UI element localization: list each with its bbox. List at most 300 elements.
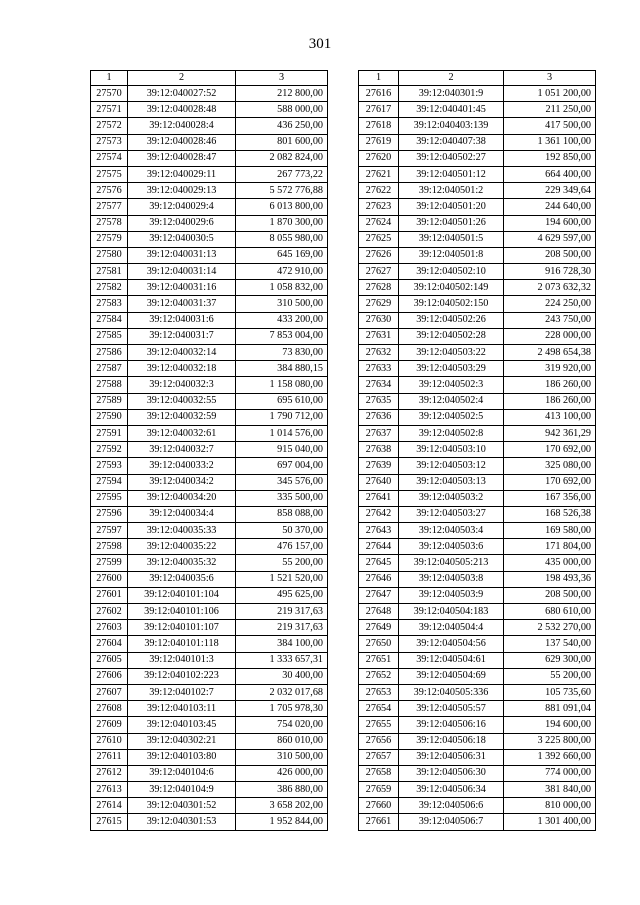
row-number-cell: 27612 xyxy=(91,765,128,781)
table-row xyxy=(359,86,596,102)
amount-cell: 435 000,00 xyxy=(504,555,596,571)
row-number-cell: 27614 xyxy=(91,798,128,814)
table-row xyxy=(359,782,596,798)
amount-cell: 7 853 004,00 xyxy=(236,328,328,344)
table-row xyxy=(359,571,596,587)
row-number-cell: 27585 xyxy=(91,328,128,344)
cadastral-number-cell: 39:12:040506:31 xyxy=(399,749,504,765)
cadastral-number-cell: 39:12:040301:9 xyxy=(399,86,504,102)
row-number-cell: 27626 xyxy=(359,247,399,263)
table-row xyxy=(359,199,596,215)
amount-cell: 310 500,00 xyxy=(236,296,328,312)
row-number-cell: 27657 xyxy=(359,749,399,765)
amount-cell: 1 333 657,31 xyxy=(236,652,328,668)
table-row xyxy=(91,668,328,684)
row-number-cell: 27634 xyxy=(359,377,399,393)
cadastral-number-cell: 39:12:040301:52 xyxy=(128,798,236,814)
table-row xyxy=(91,765,328,781)
row-number-cell: 27633 xyxy=(359,361,399,377)
table-row xyxy=(91,717,328,733)
cadastral-number-cell: 39:12:040031:7 xyxy=(128,328,236,344)
row-number-cell: 27636 xyxy=(359,409,399,425)
table-row xyxy=(359,409,596,425)
row-number-cell: 27637 xyxy=(359,425,399,441)
row-number-cell: 27610 xyxy=(91,733,128,749)
cadastral-number-cell: 39:12:040503:29 xyxy=(399,361,504,377)
cadastral-number-cell: 39:12:040032:55 xyxy=(128,393,236,409)
cadastral-number-cell: 39:12:040403:139 xyxy=(399,118,504,134)
cadastral-number-cell: 39:12:040504:183 xyxy=(399,604,504,620)
cadastral-number-cell: 39:12:040502:28 xyxy=(399,328,504,344)
row-number-cell: 27595 xyxy=(91,490,128,506)
amount-cell: 2 498 654,38 xyxy=(504,345,596,361)
table-row xyxy=(359,166,596,182)
amount-cell: 186 260,00 xyxy=(504,377,596,393)
table-row xyxy=(91,166,328,182)
table-row xyxy=(359,458,596,474)
row-number-cell: 27584 xyxy=(91,312,128,328)
cadastral-number-cell: 39:12:040034:4 xyxy=(128,506,236,522)
cadastral-number-cell: 39:12:040401:45 xyxy=(399,102,504,118)
row-number-cell: 27594 xyxy=(91,474,128,490)
amount-cell: 1 051 200,00 xyxy=(504,86,596,102)
amount-cell: 194 600,00 xyxy=(504,215,596,231)
table-row xyxy=(91,393,328,409)
amount-cell: 664 400,00 xyxy=(504,166,596,182)
table-row xyxy=(91,474,328,490)
table-row xyxy=(359,280,596,296)
table-row xyxy=(359,102,596,118)
amount-cell: 55 200,00 xyxy=(236,555,328,571)
amount-cell: 267 773,22 xyxy=(236,166,328,182)
amount-cell: 1 521 520,00 xyxy=(236,571,328,587)
table-row xyxy=(91,814,328,830)
amount-cell: 1 392 660,00 xyxy=(504,749,596,765)
amount-cell: 170 692,00 xyxy=(504,442,596,458)
row-number-cell: 27639 xyxy=(359,458,399,474)
amount-cell: 50 370,00 xyxy=(236,523,328,539)
table-row xyxy=(91,134,328,150)
table-row xyxy=(91,636,328,652)
amount-cell: 386 880,00 xyxy=(236,782,328,798)
amount-cell: 244 640,00 xyxy=(504,199,596,215)
row-number-cell: 27648 xyxy=(359,604,399,620)
table-row xyxy=(359,733,596,749)
table-row xyxy=(91,620,328,636)
amount-cell: 3 225 800,00 xyxy=(504,733,596,749)
row-number-cell: 27592 xyxy=(91,442,128,458)
amount-cell: 169 580,00 xyxy=(504,523,596,539)
table-row xyxy=(359,215,596,231)
cadastral-number-cell: 39:12:040101:104 xyxy=(128,587,236,603)
table-row xyxy=(91,684,328,700)
amount-cell: 774 000,00 xyxy=(504,765,596,781)
amount-cell: 186 260,00 xyxy=(504,393,596,409)
amount-cell: 105 735,60 xyxy=(504,684,596,700)
table-row xyxy=(359,312,596,328)
row-number-cell: 27611 xyxy=(91,749,128,765)
cadastral-number-cell: 39:12:040501:12 xyxy=(399,166,504,182)
table-row xyxy=(359,296,596,312)
row-number-cell: 27644 xyxy=(359,539,399,555)
column-header: 3 xyxy=(504,71,596,86)
cadastral-number-cell: 39:12:040028:46 xyxy=(128,134,236,150)
amount-cell: 810 000,00 xyxy=(504,798,596,814)
table-row xyxy=(359,393,596,409)
table-row xyxy=(91,377,328,393)
amount-cell: 858 088,00 xyxy=(236,506,328,522)
row-number-cell: 27604 xyxy=(91,636,128,652)
table-row xyxy=(91,798,328,814)
data-table-left xyxy=(90,70,328,831)
column-header: 2 xyxy=(128,71,236,86)
cadastral-number-cell: 39:12:040031:13 xyxy=(128,247,236,263)
cadastral-number-cell: 39:12:040033:2 xyxy=(128,458,236,474)
table-row xyxy=(91,199,328,215)
cadastral-number-cell: 39:12:040503:2 xyxy=(399,490,504,506)
amount-cell: 192 850,00 xyxy=(504,150,596,166)
cadastral-number-cell: 39:12:040502:8 xyxy=(399,425,504,441)
row-number-cell: 27647 xyxy=(359,587,399,603)
page-number: 301 xyxy=(308,36,332,52)
cadastral-number-cell: 39:12:040103:80 xyxy=(128,749,236,765)
table-row xyxy=(91,555,328,571)
row-number-cell: 27571 xyxy=(91,102,128,118)
cadastral-number-cell: 39:12:040035:22 xyxy=(128,539,236,555)
row-number-cell: 27572 xyxy=(91,118,128,134)
amount-cell: 30 400,00 xyxy=(236,668,328,684)
row-number-cell: 27578 xyxy=(91,215,128,231)
amount-cell: 1 301 400,00 xyxy=(504,814,596,830)
amount-cell: 243 750,00 xyxy=(504,312,596,328)
amount-cell: 384 880,15 xyxy=(236,361,328,377)
row-number-cell: 27606 xyxy=(91,668,128,684)
row-number-cell: 27660 xyxy=(359,798,399,814)
amount-cell: 167 356,00 xyxy=(504,490,596,506)
amount-cell: 801 600,00 xyxy=(236,134,328,150)
cadastral-number-cell: 39:12:040101:107 xyxy=(128,620,236,636)
amount-cell: 860 010,00 xyxy=(236,733,328,749)
table-row xyxy=(359,798,596,814)
amount-cell: 495 625,00 xyxy=(236,587,328,603)
amount-cell: 55 200,00 xyxy=(504,668,596,684)
table-row xyxy=(359,183,596,199)
row-number-cell: 27627 xyxy=(359,264,399,280)
table-row xyxy=(359,247,596,263)
cadastral-number-cell: 39:12:040028:48 xyxy=(128,102,236,118)
cadastral-number-cell: 39:12:040501:2 xyxy=(399,183,504,199)
row-number-cell: 27621 xyxy=(359,166,399,182)
row-number-cell: 27623 xyxy=(359,199,399,215)
table-row xyxy=(91,539,328,555)
table-row xyxy=(359,604,596,620)
amount-cell: 228 000,00 xyxy=(504,328,596,344)
amount-cell: 170 692,00 xyxy=(504,474,596,490)
row-number-cell: 27653 xyxy=(359,684,399,700)
cadastral-number-cell: 39:12:040103:45 xyxy=(128,717,236,733)
table-row xyxy=(91,312,328,328)
cadastral-number-cell: 39:12:040035:6 xyxy=(128,571,236,587)
amount-cell: 881 091,04 xyxy=(504,701,596,717)
table-row xyxy=(359,701,596,717)
row-number-cell: 27587 xyxy=(91,361,128,377)
row-number-cell: 27589 xyxy=(91,393,128,409)
row-number-cell: 27577 xyxy=(91,199,128,215)
cadastral-number-cell: 39:12:040501:5 xyxy=(399,231,504,247)
amount-cell: 629 300,00 xyxy=(504,652,596,668)
table-row xyxy=(91,102,328,118)
table-row xyxy=(359,814,596,830)
table-row xyxy=(91,571,328,587)
amount-cell: 5 572 776,88 xyxy=(236,183,328,199)
row-number-cell: 27590 xyxy=(91,409,128,425)
cadastral-number-cell: 39:12:040506:7 xyxy=(399,814,504,830)
row-number-cell: 27616 xyxy=(359,86,399,102)
row-number-cell: 27588 xyxy=(91,377,128,393)
amount-cell: 436 250,00 xyxy=(236,118,328,134)
row-number-cell: 27575 xyxy=(91,166,128,182)
table-row xyxy=(359,490,596,506)
row-number-cell: 27583 xyxy=(91,296,128,312)
cadastral-number-cell: 39:12:040504:61 xyxy=(399,652,504,668)
row-number-cell: 27622 xyxy=(359,183,399,199)
row-number-cell: 27573 xyxy=(91,134,128,150)
table-row xyxy=(359,231,596,247)
cadastral-number-cell: 39:12:040503:9 xyxy=(399,587,504,603)
table-row xyxy=(91,150,328,166)
cadastral-number-cell: 39:12:040502:26 xyxy=(399,312,504,328)
amount-cell: 137 540,00 xyxy=(504,636,596,652)
row-number-cell: 27649 xyxy=(359,620,399,636)
row-number-cell: 27576 xyxy=(91,183,128,199)
amount-cell: 476 157,00 xyxy=(236,539,328,555)
amount-cell: 1 705 978,30 xyxy=(236,701,328,717)
table-row xyxy=(91,749,328,765)
row-number-cell: 27618 xyxy=(359,118,399,134)
table-row xyxy=(91,782,328,798)
cadastral-number-cell: 39:12:040031:14 xyxy=(128,264,236,280)
row-number-cell: 27581 xyxy=(91,264,128,280)
cadastral-number-cell: 39:12:040503:4 xyxy=(399,523,504,539)
row-number-cell: 27661 xyxy=(359,814,399,830)
amount-cell: 2 032 017,68 xyxy=(236,684,328,700)
row-number-cell: 27659 xyxy=(359,782,399,798)
row-number-cell: 27607 xyxy=(91,684,128,700)
table-row xyxy=(359,523,596,539)
amount-cell: 6 013 800,00 xyxy=(236,199,328,215)
amount-cell: 8 055 980,00 xyxy=(236,231,328,247)
row-number-cell: 27582 xyxy=(91,280,128,296)
column-header: 1 xyxy=(91,71,128,86)
table-row xyxy=(359,328,596,344)
table-row xyxy=(91,247,328,263)
table-row xyxy=(91,490,328,506)
amount-cell: 2 532 270,00 xyxy=(504,620,596,636)
row-number-cell: 27654 xyxy=(359,701,399,717)
cadastral-number-cell: 39:12:040503:6 xyxy=(399,539,504,555)
row-number-cell: 27574 xyxy=(91,150,128,166)
amount-cell: 208 500,00 xyxy=(504,247,596,263)
table-row xyxy=(359,620,596,636)
row-number-cell: 27624 xyxy=(359,215,399,231)
row-number-cell: 27651 xyxy=(359,652,399,668)
amount-cell: 588 000,00 xyxy=(236,102,328,118)
row-number-cell: 27597 xyxy=(91,523,128,539)
row-number-cell: 27619 xyxy=(359,134,399,150)
cadastral-number-cell: 39:12:040028:4 xyxy=(128,118,236,134)
row-number-cell: 27593 xyxy=(91,458,128,474)
amount-cell: 335 500,00 xyxy=(236,490,328,506)
table-row xyxy=(359,118,596,134)
table-row xyxy=(359,345,596,361)
cadastral-number-cell: 39:12:040505:213 xyxy=(399,555,504,571)
amount-cell: 2 073 632,32 xyxy=(504,280,596,296)
amount-cell: 211 250,00 xyxy=(504,102,596,118)
cadastral-number-cell: 39:12:040101:106 xyxy=(128,604,236,620)
cadastral-number-cell: 39:12:040032:61 xyxy=(128,425,236,441)
amount-cell: 224 250,00 xyxy=(504,296,596,312)
row-number-cell: 27632 xyxy=(359,345,399,361)
table-header-row xyxy=(91,71,328,86)
cadastral-number-cell: 39:12:040501:8 xyxy=(399,247,504,263)
row-number-cell: 27596 xyxy=(91,506,128,522)
cadastral-number-cell: 39:12:040506:18 xyxy=(399,733,504,749)
cadastral-number-cell: 39:12:040029:11 xyxy=(128,166,236,182)
table-row xyxy=(359,765,596,781)
amount-cell: 194 600,00 xyxy=(504,717,596,733)
cadastral-number-cell: 39:12:040101:118 xyxy=(128,636,236,652)
amount-cell: 697 004,00 xyxy=(236,458,328,474)
amount-cell: 472 910,00 xyxy=(236,264,328,280)
amount-cell: 310 500,00 xyxy=(236,749,328,765)
row-number-cell: 27580 xyxy=(91,247,128,263)
row-number-cell: 27635 xyxy=(359,393,399,409)
cadastral-number-cell: 39:12:040031:6 xyxy=(128,312,236,328)
table-row xyxy=(359,361,596,377)
cadastral-number-cell: 39:12:040503:27 xyxy=(399,506,504,522)
amount-cell: 319 920,00 xyxy=(504,361,596,377)
row-number-cell: 27570 xyxy=(91,86,128,102)
cadastral-number-cell: 39:12:040031:16 xyxy=(128,280,236,296)
cadastral-number-cell: 39:12:040503:10 xyxy=(399,442,504,458)
table-row xyxy=(91,183,328,199)
cadastral-number-cell: 39:12:040503:13 xyxy=(399,474,504,490)
cadastral-number-cell: 39:12:040504:56 xyxy=(399,636,504,652)
table-row xyxy=(91,280,328,296)
cadastral-number-cell: 39:12:040501:26 xyxy=(399,215,504,231)
amount-cell: 219 317,63 xyxy=(236,620,328,636)
cadastral-number-cell: 39:12:040502:4 xyxy=(399,393,504,409)
row-number-cell: 27629 xyxy=(359,296,399,312)
cadastral-number-cell: 39:12:040030:5 xyxy=(128,231,236,247)
amount-cell: 212 800,00 xyxy=(236,86,328,102)
row-number-cell: 27646 xyxy=(359,571,399,587)
table-row xyxy=(91,523,328,539)
row-number-cell: 27655 xyxy=(359,717,399,733)
cadastral-number-cell: 39:12:040029:13 xyxy=(128,183,236,199)
row-number-cell: 27608 xyxy=(91,701,128,717)
cadastral-number-cell: 39:12:040505:336 xyxy=(399,684,504,700)
cadastral-number-cell: 39:12:040032:7 xyxy=(128,442,236,458)
table-row xyxy=(91,604,328,620)
amount-cell: 695 610,00 xyxy=(236,393,328,409)
cadastral-number-cell: 39:12:040032:14 xyxy=(128,345,236,361)
table-row xyxy=(91,231,328,247)
table-row xyxy=(359,264,596,280)
cadastral-number-cell: 39:12:040027:52 xyxy=(128,86,236,102)
table-row xyxy=(359,684,596,700)
cadastral-number-cell: 39:12:040035:32 xyxy=(128,555,236,571)
table-row xyxy=(359,425,596,441)
amount-cell: 381 840,00 xyxy=(504,782,596,798)
cadastral-number-cell: 39:12:040029:4 xyxy=(128,199,236,215)
table-row xyxy=(359,474,596,490)
cadastral-number-cell: 39:12:040503:12 xyxy=(399,458,504,474)
row-number-cell: 27613 xyxy=(91,782,128,798)
amount-cell: 426 000,00 xyxy=(236,765,328,781)
row-number-cell: 27600 xyxy=(91,571,128,587)
table-header-row xyxy=(359,71,596,86)
cadastral-number-cell: 39:12:040029:6 xyxy=(128,215,236,231)
row-number-cell: 27658 xyxy=(359,765,399,781)
cadastral-number-cell: 39:12:040504:69 xyxy=(399,668,504,684)
row-number-cell: 27603 xyxy=(91,620,128,636)
cadastral-number-cell: 39:12:040502:5 xyxy=(399,409,504,425)
table-row xyxy=(359,506,596,522)
table-row xyxy=(359,749,596,765)
row-number-cell: 27601 xyxy=(91,587,128,603)
row-number-cell: 27641 xyxy=(359,490,399,506)
row-number-cell: 27628 xyxy=(359,280,399,296)
table-row xyxy=(91,361,328,377)
row-number-cell: 27617 xyxy=(359,102,399,118)
cadastral-number-cell: 39:12:040506:34 xyxy=(399,782,504,798)
amount-cell: 198 493,36 xyxy=(504,571,596,587)
table-row xyxy=(91,328,328,344)
row-number-cell: 27638 xyxy=(359,442,399,458)
table-row xyxy=(91,409,328,425)
column-header: 2 xyxy=(399,71,504,86)
table-row xyxy=(359,652,596,668)
table-row xyxy=(91,652,328,668)
amount-cell: 345 576,00 xyxy=(236,474,328,490)
amount-cell: 942 361,29 xyxy=(504,425,596,441)
row-number-cell: 27599 xyxy=(91,555,128,571)
row-number-cell: 27579 xyxy=(91,231,128,247)
table-row xyxy=(91,264,328,280)
cadastral-number-cell: 39:12:040034:2 xyxy=(128,474,236,490)
table-row xyxy=(91,458,328,474)
row-number-cell: 27656 xyxy=(359,733,399,749)
table-row xyxy=(359,442,596,458)
amount-cell: 433 200,00 xyxy=(236,312,328,328)
amount-cell: 1 952 844,00 xyxy=(236,814,328,830)
cadastral-number-cell: 39:12:040104:6 xyxy=(128,765,236,781)
cadastral-number-cell: 39:12:040506:16 xyxy=(399,717,504,733)
amount-cell: 413 100,00 xyxy=(504,409,596,425)
cadastral-number-cell: 39:12:040103:11 xyxy=(128,701,236,717)
table-row xyxy=(359,555,596,571)
cadastral-number-cell: 39:12:040101:3 xyxy=(128,652,236,668)
cadastral-number-cell: 39:12:040301:53 xyxy=(128,814,236,830)
table-row xyxy=(359,668,596,684)
cadastral-number-cell: 39:12:040031:37 xyxy=(128,296,236,312)
amount-cell: 171 804,00 xyxy=(504,539,596,555)
cadastral-number-cell: 39:12:040505:57 xyxy=(399,701,504,717)
table-row xyxy=(91,86,328,102)
table-row xyxy=(359,717,596,733)
table-row xyxy=(359,134,596,150)
